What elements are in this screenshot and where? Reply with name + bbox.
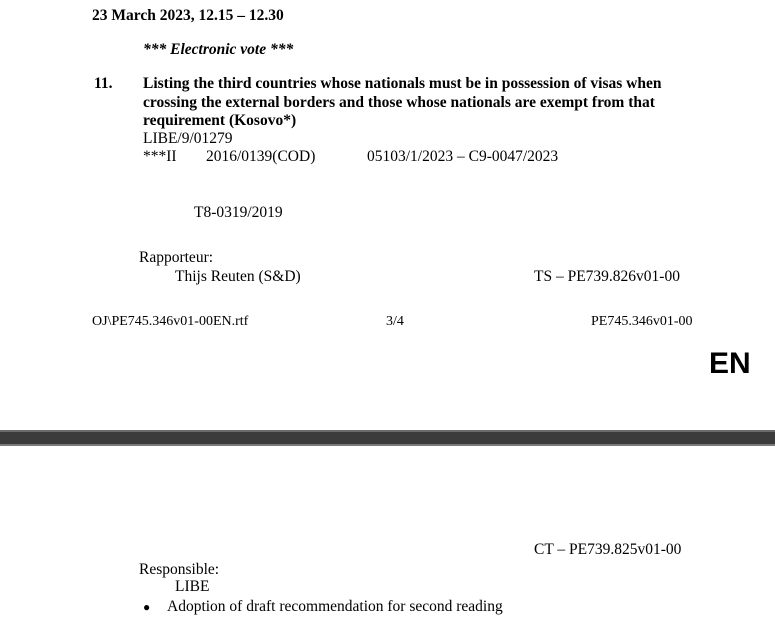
t8-reference: T8-0319/2019 (194, 204, 283, 221)
ct-reference: CT – PE739.825v01-00 (534, 541, 682, 558)
committee-code: LIBE/9/01279 (143, 130, 233, 147)
footer-file-name: OJ\PE745.346v01-00EN.rtf (92, 314, 249, 329)
responsible-committee: LIBE (175, 578, 210, 595)
language-badge: EN (709, 347, 751, 380)
footer-page-number: 3/4 (386, 314, 404, 329)
item-number: 11. (94, 75, 113, 92)
procedure-code: 2016/0139(COD) (206, 148, 316, 165)
document-reference: 05103/1/2023 – C9-0047/2023 (367, 148, 559, 165)
item-title: Listing the third countries whose nationals must be in possession of visas when crossing the external borders and those whose nationals are exempt from that requirement (Kosovo*) (143, 75, 662, 129)
procedure-stars: ***II (143, 148, 177, 165)
responsible-label: Responsible: (139, 561, 220, 578)
session-date-time: 23 March 2023, 12.15 – 12.30 (92, 7, 284, 24)
vote-type: *** Electronic vote *** (143, 41, 294, 58)
rapporteur-label: Rapporteur: (139, 249, 214, 266)
page-separator (0, 430, 775, 446)
bullet-icon: ● (143, 600, 151, 614)
ts-reference: TS – PE739.826v01-00 (534, 268, 680, 285)
bullet-item-text: Adoption of draft recommendation for second reading (167, 598, 503, 615)
rapporteur-name: Thijs Reuten (S&D) (175, 268, 301, 285)
footer-pe-reference: PE745.346v01-00 (591, 314, 693, 329)
